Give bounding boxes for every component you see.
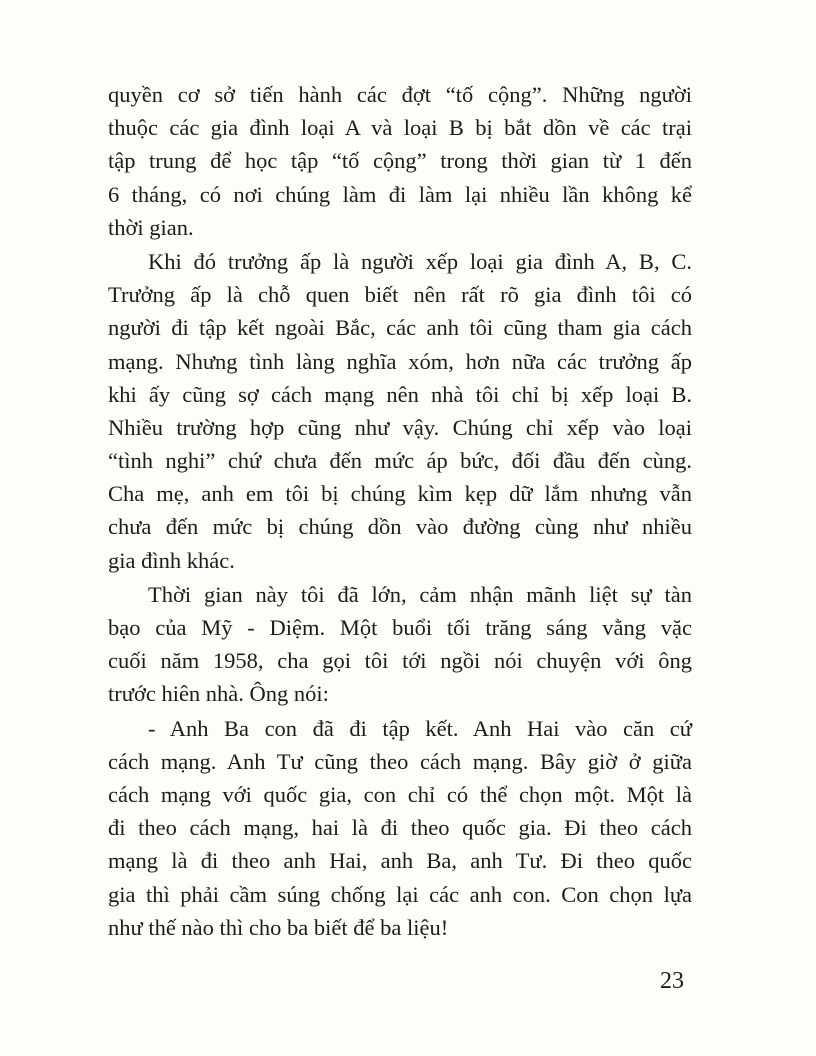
paragraph [108, 78, 692, 244]
paragraph [108, 245, 692, 577]
text-line: như thế nào thì cho ba biết để ba liệu! [108, 914, 449, 940]
text-line: thời gian. [108, 214, 194, 240]
text-line: người đi tập kết ngoài Bắc, các anh tôi cũng tham gia cách [108, 315, 692, 341]
text-line: Khi đó trưởng ấp là người xếp loại gia đình A, B, C. [148, 248, 692, 274]
text-line: cách mạng. Anh Tư cũng theo cách mạng. Bây giờ ở giữa [108, 748, 692, 774]
paragraph [108, 712, 692, 944]
text-line: quyền cơ sở tiến hành các đợt “tố cộng”. Những người [108, 82, 692, 107]
text-line: - Anh Ba con đã đi tập kết. Anh Hai vào căn cứ [148, 715, 692, 741]
text-line: trước hiên nhà. Ông nói: [108, 681, 329, 707]
text-line: Cha mẹ, anh em tôi bị chúng kìm kẹp dữ lắm nhưng vẫn [108, 481, 692, 507]
text-line: đi theo cách mạng, hai là đi theo quốc gia. Đi theo cách [108, 815, 692, 841]
text-line: thuộc các gia đình loại A và loại B bị bắt dồn về các trại [108, 115, 692, 141]
text-line: mạng là đi theo anh Hai, anh Ba, anh Tư. Đi theo quốc [108, 848, 692, 874]
text-line: chưa đến mức bị chúng dồn vào đường cùng như nhiều [108, 514, 692, 540]
text-line: gia thì phải cầm súng chống lại các anh con. Con chọn lựa [108, 881, 692, 907]
text-line: “tình nghi” chứ chưa đến mức áp bức, đối đầu đến cùng. [108, 448, 692, 474]
text-line: bạo của Mỹ - Diệm. Một buổi tối trăng sáng vằng vặc [108, 615, 692, 640]
text-line: 6 tháng, có nơi chúng làm đi làm lại nhiều lần không kể [108, 181, 692, 207]
body-text [108, 78, 692, 945]
text-line: khi ấy cũng sợ cách mạng nên nhà tôi chỉ bị xếp loại B. [108, 381, 692, 407]
text-line: mạng. Nhưng tình làng nghĩa xóm, hơn nữa các trưởng ấp [108, 348, 692, 374]
text-line: cuối năm 1958, cha gọi tôi tới ngồi nói chuyện với ông [108, 648, 692, 674]
text-line: Thời gian này tôi đã lớn, cảm nhận mãnh liệt sự tàn [148, 581, 692, 607]
text-line: Trưởng ấp là chỗ quen biết nên rất rõ gia đình tôi có [108, 282, 692, 308]
text-line: gia đình khác. [108, 547, 235, 573]
text-line: tập trung để học tập “tố cộng” trong thời gian từ 1 đến [108, 148, 692, 174]
text-line: cách mạng với quốc gia, con chỉ có thể chọn một. Một là [108, 781, 692, 807]
paragraph [108, 578, 692, 711]
page-number: 23 [660, 968, 684, 994]
text-line: Nhiều trường hợp cũng như vậy. Chúng chỉ xếp vào loại [108, 414, 692, 440]
